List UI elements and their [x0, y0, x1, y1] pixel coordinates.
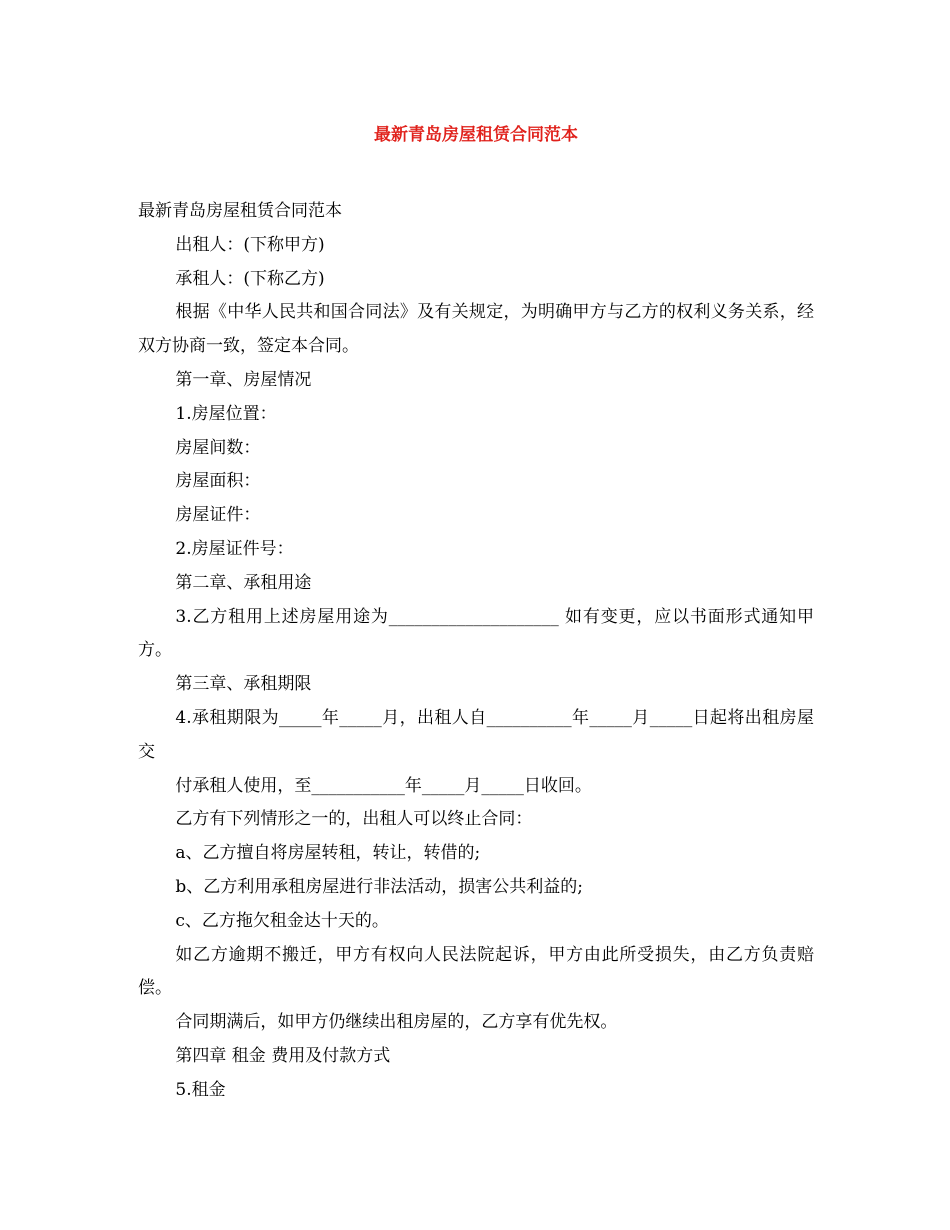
paragraph: 合同期满后，如甲方仍继续出租房屋的，乙方享有优先权。 [175, 1012, 618, 1033]
paragraph: 2.房屋证件号： [175, 538, 294, 559]
paragraph: 根据《中华人民共和国合同法》及有关规定，为明确甲方与乙方的权利义务关系，经双方协商一致，签定本合同。 [138, 302, 814, 357]
paragraph: 付承租人使用，至___________年_____月_____日收回。 [175, 775, 592, 796]
paragraph: 最新青岛房屋租赁合同范本 [138, 201, 342, 221]
paragraph: 4.承租期限为_____年_____月，出租人自__________年_____月_____日起将出租房屋交 [138, 707, 814, 762]
paragraph: 5.租金 [175, 1079, 226, 1100]
list-item: c、乙方拖欠租金达十天的。 [175, 910, 389, 931]
chapter-heading: 第二章、承租用途 [175, 572, 312, 593]
paragraph: 1.房屋位置： [175, 403, 277, 424]
list-item: a、乙方擅自将房屋转租，转让，转借的; [175, 843, 481, 864]
document-body [138, 195, 814, 1108]
paragraph: 3.乙方租用上述房屋用途为____________________ 如有变更，应以书面形式通知甲方。 [138, 606, 814, 661]
paragraph: 出租人：(下称甲方) [175, 234, 325, 255]
paragraph: 如乙方逾期不搬迁，甲方有权向人民法院起诉，甲方由此所受损失，由乙方负责赔偿。 [138, 944, 814, 999]
chapter-heading: 第四章 租金 费用及付款方式 [175, 1045, 391, 1066]
document-title: 最新青岛房屋租赁合同范本 [374, 125, 578, 145]
paragraph: 房屋证件： [175, 505, 261, 526]
list-item: b、乙方利用承租房屋进行非法活动，损害公共利益的; [175, 876, 583, 897]
chapter-heading: 第三章、承租期限 [175, 674, 312, 695]
chapter-heading: 第一章、房屋情况 [175, 369, 312, 390]
paragraph: 乙方有下列情形之一的，出租人可以终止合同： [175, 809, 533, 830]
paragraph: 房屋面积： [175, 471, 261, 492]
paragraph: 承租人：(下称乙方) [175, 268, 325, 289]
paragraph: 房屋间数： [175, 437, 261, 458]
